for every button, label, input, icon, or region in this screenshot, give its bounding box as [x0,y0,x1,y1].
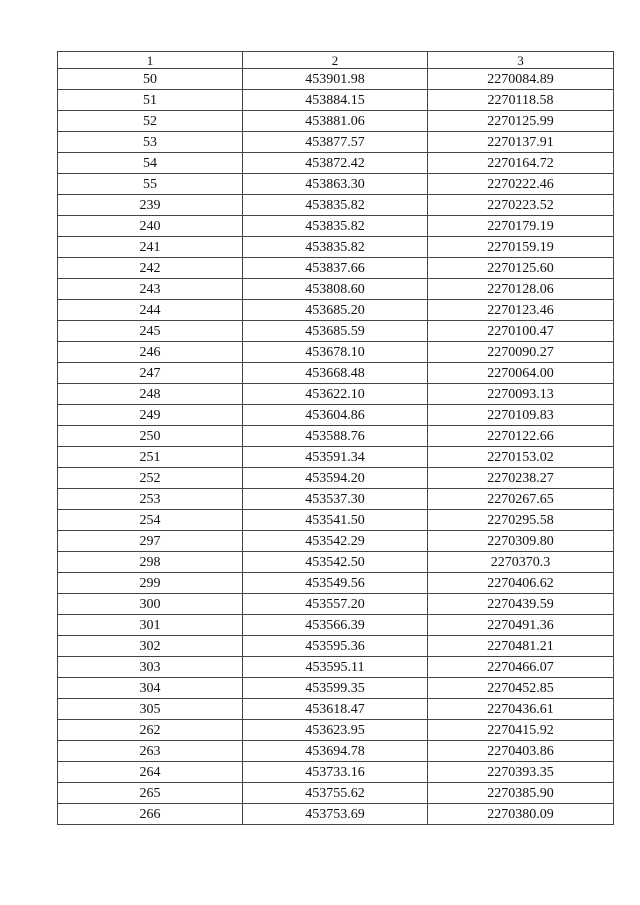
table-row [58,594,614,615]
point-number-cell: 300 [58,594,243,615]
point-number-cell: 55 [58,174,243,195]
x-coordinate-cell: 453877.57 [243,132,428,153]
y-coordinate-cell: 2270090.27 [428,342,614,363]
x-coordinate-cell: 453694.78 [243,741,428,762]
x-coordinate-cell: 453618.47 [243,699,428,720]
table-row [58,279,614,300]
x-coordinate-cell: 453685.59 [243,321,428,342]
y-coordinate-cell: 2270309.80 [428,531,614,552]
x-coordinate-cell: 453595.11 [243,657,428,678]
table-row [58,615,614,636]
point-number-cell: 54 [58,153,243,174]
x-coordinate-cell: 453753.69 [243,804,428,825]
y-coordinate-cell: 2270491.36 [428,615,614,636]
x-coordinate-cell: 453872.42 [243,153,428,174]
point-number-cell: 249 [58,405,243,426]
table-row [58,468,614,489]
y-coordinate-cell: 2270267.65 [428,489,614,510]
column-header-x-coordinate: 2 [243,52,428,69]
x-coordinate-cell: 453595.36 [243,636,428,657]
x-coordinate-cell: 453685.20 [243,300,428,321]
y-coordinate-cell: 2270452.85 [428,678,614,699]
table-row [58,678,614,699]
y-coordinate-cell: 2270380.09 [428,804,614,825]
x-coordinate-cell: 453542.50 [243,552,428,573]
table-row [58,216,614,237]
x-coordinate-cell: 453541.50 [243,510,428,531]
table-row [58,90,614,111]
x-coordinate-cell: 453901.98 [243,69,428,90]
point-number-cell: 252 [58,468,243,489]
x-coordinate-cell: 453557.20 [243,594,428,615]
x-coordinate-cell: 453594.20 [243,468,428,489]
point-number-cell: 242 [58,258,243,279]
x-coordinate-cell: 453884.15 [243,90,428,111]
table-row [58,804,614,825]
point-number-cell: 299 [58,573,243,594]
x-coordinate-cell: 453733.16 [243,762,428,783]
point-number-cell: 305 [58,699,243,720]
point-number-cell: 247 [58,363,243,384]
y-coordinate-cell: 2270370.3 [428,552,614,573]
point-number-cell: 264 [58,762,243,783]
point-number-cell: 240 [58,216,243,237]
table-row [58,174,614,195]
y-coordinate-cell: 2270064.00 [428,363,614,384]
x-coordinate-cell: 453678.10 [243,342,428,363]
table-row [58,489,614,510]
point-number-cell: 251 [58,447,243,468]
x-coordinate-cell: 453668.48 [243,363,428,384]
x-coordinate-cell: 453835.82 [243,195,428,216]
point-number-cell: 297 [58,531,243,552]
point-number-cell: 239 [58,195,243,216]
y-coordinate-cell: 2270403.86 [428,741,614,762]
x-coordinate-cell: 453808.60 [243,279,428,300]
x-coordinate-cell: 453566.39 [243,615,428,636]
table-row [58,531,614,552]
y-coordinate-cell: 2270109.83 [428,405,614,426]
x-coordinate-cell: 453604.86 [243,405,428,426]
y-coordinate-cell: 2270128.06 [428,279,614,300]
table-row [58,300,614,321]
point-number-cell: 303 [58,657,243,678]
point-number-cell: 52 [58,111,243,132]
table-row [58,321,614,342]
y-coordinate-cell: 2270122.66 [428,426,614,447]
table-row [58,405,614,426]
table-row [58,384,614,405]
y-coordinate-cell: 2270385.90 [428,783,614,804]
y-coordinate-cell: 2270223.52 [428,195,614,216]
y-coordinate-cell: 2270481.21 [428,636,614,657]
point-number-cell: 241 [58,237,243,258]
x-coordinate-cell: 453755.62 [243,783,428,804]
point-number-cell: 253 [58,489,243,510]
point-number-cell: 302 [58,636,243,657]
table-row [58,363,614,384]
y-coordinate-cell: 2270222.46 [428,174,614,195]
y-coordinate-cell: 2270125.99 [428,111,614,132]
y-coordinate-cell: 2270164.72 [428,153,614,174]
y-coordinate-cell: 2270159.19 [428,237,614,258]
x-coordinate-cell: 453549.56 [243,573,428,594]
point-number-cell: 50 [58,69,243,90]
point-number-cell: 298 [58,552,243,573]
x-coordinate-cell: 453599.35 [243,678,428,699]
y-coordinate-cell: 2270118.58 [428,90,614,111]
y-coordinate-cell: 2270295.58 [428,510,614,531]
y-coordinate-cell: 2270436.61 [428,699,614,720]
point-number-cell: 262 [58,720,243,741]
column-header-y-coordinate: 3 [428,52,614,69]
point-number-cell: 53 [58,132,243,153]
table-row [58,762,614,783]
table-row [58,426,614,447]
x-coordinate-cell: 453835.82 [243,216,428,237]
x-coordinate-cell: 453623.95 [243,720,428,741]
y-coordinate-cell: 2270153.02 [428,447,614,468]
y-coordinate-cell: 2270439.59 [428,594,614,615]
x-coordinate-cell: 453863.30 [243,174,428,195]
table-row [58,153,614,174]
x-coordinate-cell: 453588.76 [243,426,428,447]
x-coordinate-cell: 453837.66 [243,258,428,279]
table-header [58,52,614,69]
point-number-cell: 51 [58,90,243,111]
point-number-cell: 243 [58,279,243,300]
table-row [58,741,614,762]
point-number-cell: 265 [58,783,243,804]
y-coordinate-cell: 2270137.91 [428,132,614,153]
table-body [58,69,614,825]
point-number-cell: 254 [58,510,243,531]
table-row [58,69,614,90]
point-number-cell: 263 [58,741,243,762]
point-number-cell: 304 [58,678,243,699]
table-row [58,237,614,258]
y-coordinate-cell: 2270084.89 [428,69,614,90]
table-row [58,552,614,573]
x-coordinate-cell: 453835.82 [243,237,428,258]
table-row [58,636,614,657]
x-coordinate-cell: 453881.06 [243,111,428,132]
table-row [58,342,614,363]
y-coordinate-cell: 2270179.19 [428,216,614,237]
table-row [58,258,614,279]
point-number-cell: 244 [58,300,243,321]
point-number-cell: 246 [58,342,243,363]
y-coordinate-cell: 2270393.35 [428,762,614,783]
y-coordinate-cell: 2270415.92 [428,720,614,741]
y-coordinate-cell: 2270123.46 [428,300,614,321]
x-coordinate-cell: 453542.29 [243,531,428,552]
table-row [58,510,614,531]
table-row [58,699,614,720]
point-number-cell: 301 [58,615,243,636]
coordinates-table [57,51,614,825]
table-row [58,447,614,468]
y-coordinate-cell: 2270125.60 [428,258,614,279]
y-coordinate-cell: 2270238.27 [428,468,614,489]
table-row [58,111,614,132]
x-coordinate-cell: 453622.10 [243,384,428,405]
table-row [58,657,614,678]
column-header-point-number: 1 [58,52,243,69]
point-number-cell: 266 [58,804,243,825]
point-number-cell: 248 [58,384,243,405]
y-coordinate-cell: 2270100.47 [428,321,614,342]
table-row [58,195,614,216]
y-coordinate-cell: 2270406.62 [428,573,614,594]
point-number-cell: 250 [58,426,243,447]
x-coordinate-cell: 453537.30 [243,489,428,510]
table-row [58,132,614,153]
header-row [58,52,614,69]
point-number-cell: 245 [58,321,243,342]
y-coordinate-cell: 2270093.13 [428,384,614,405]
x-coordinate-cell: 453591.34 [243,447,428,468]
table-row [58,720,614,741]
y-coordinate-cell: 2270466.07 [428,657,614,678]
table-row [58,783,614,804]
table-row [58,573,614,594]
